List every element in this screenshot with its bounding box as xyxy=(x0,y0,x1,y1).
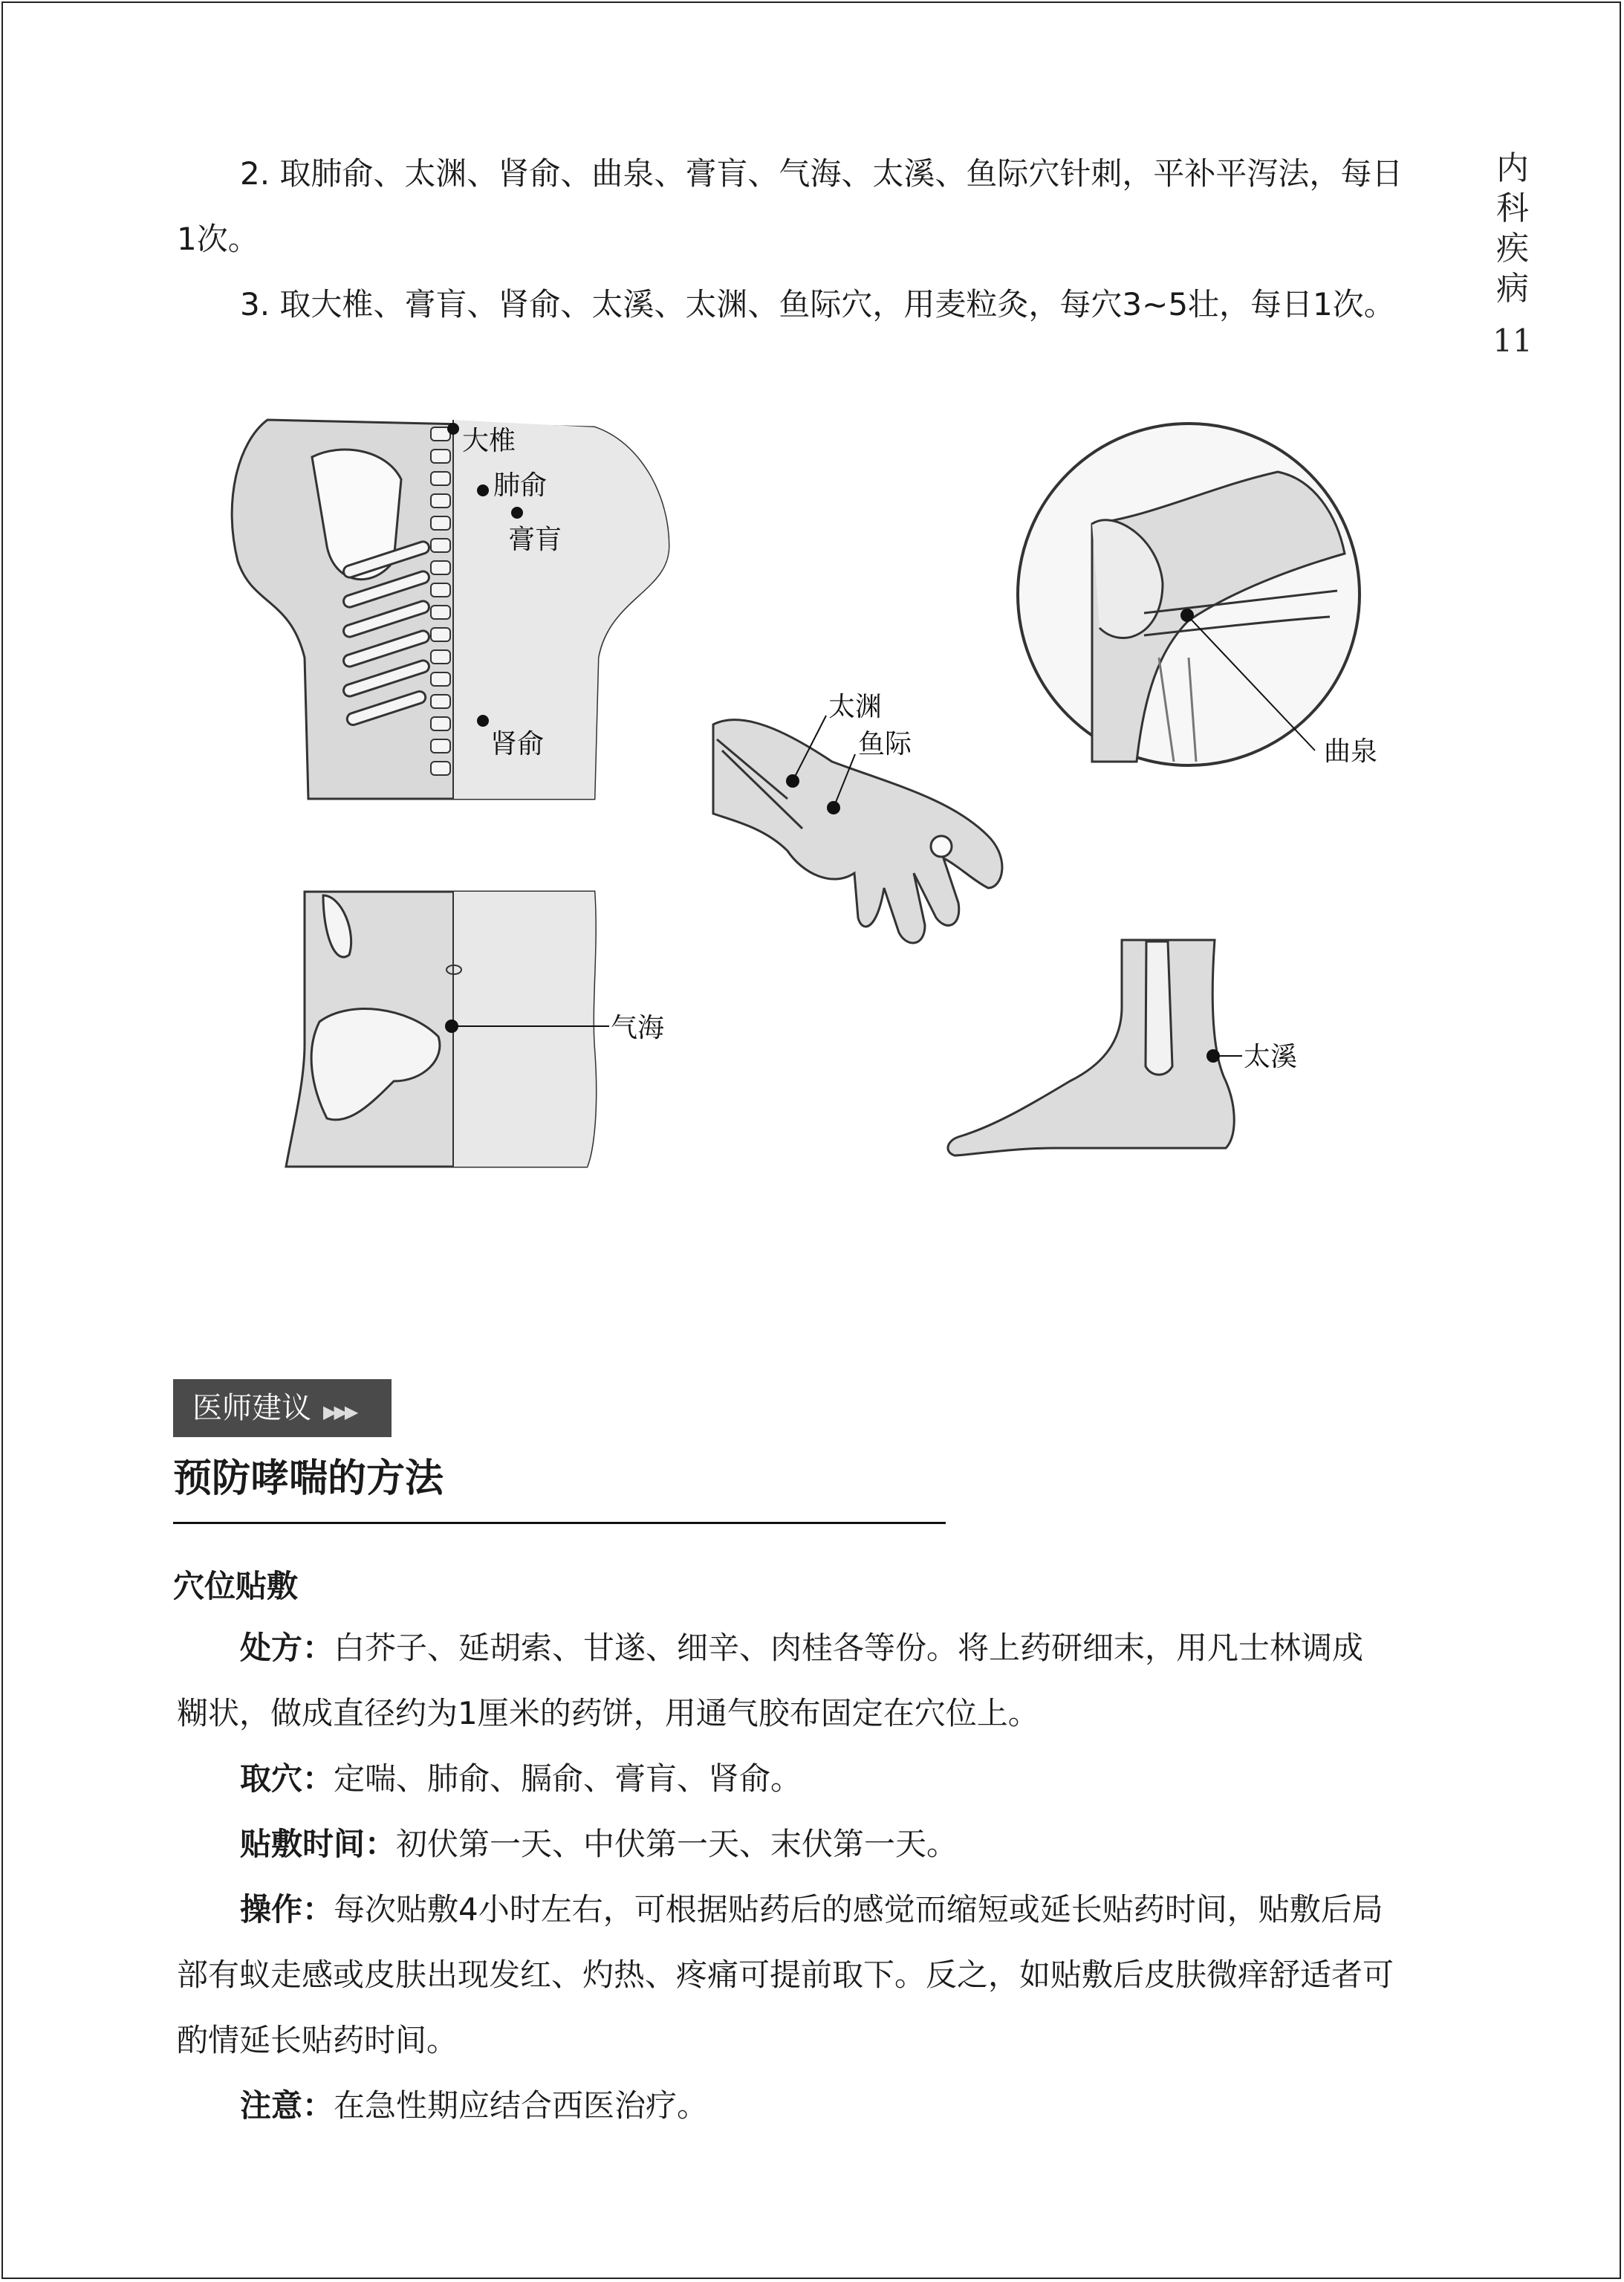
caution-text: 在急性期应结合西医治疗。 xyxy=(334,2087,709,2124)
operation-line2: 部有蚁走感或皮肤出现发红、灼热、疼痛可提前取下。反之，如贴敷后皮肤微痒舒适者可 xyxy=(177,1957,1394,1993)
caution-line xyxy=(240,2073,708,2139)
side-char: 科 xyxy=(1496,189,1529,227)
label-shenshu: 肾俞 xyxy=(490,729,545,759)
points-text: 定喘、肺俞、膈俞、膏肓、肾俞。 xyxy=(334,1760,802,1797)
prescription-line1 xyxy=(240,1615,1363,1681)
abdomen-figure xyxy=(286,892,609,1167)
side-char: 疾 xyxy=(1496,230,1529,268)
label-qihai: 气海 xyxy=(611,1013,665,1043)
operation-text: 每次贴敷4小时左右，可根据贴药后的感觉而缩短或延长贴药时间，贴敷后局 xyxy=(334,1891,1383,1928)
operation-line1 xyxy=(240,1877,1383,1942)
label-feishu: 肺俞 xyxy=(493,470,548,501)
title-underline xyxy=(173,1522,946,1524)
paragraph-2-line2: 1次。 xyxy=(177,221,259,257)
badge-label: 医师建议 xyxy=(192,1391,311,1425)
back-figure xyxy=(232,420,669,799)
prescription-lead: 处方： xyxy=(240,1630,334,1666)
acupoint-illustration xyxy=(223,412,1426,1170)
paragraph-2-line1: 2. 取肺俞、太渊、肾俞、曲泉、膏肓、气海、太溪、鱼际穴针刺，平补平泻法，每日 xyxy=(240,155,1403,192)
advice-badge xyxy=(173,1379,392,1437)
knee-figure xyxy=(1018,424,1360,765)
side-char: 内 xyxy=(1496,149,1529,187)
timing-lead: 贴敷时间： xyxy=(240,1826,397,1862)
prescription-text: 白芥子、延胡索、甘遂、细辛、肉桂各等份。将上药研细末，用凡士林调成 xyxy=(334,1630,1364,1666)
label-taixi: 太溪 xyxy=(1244,1042,1298,1072)
page-number: 11 xyxy=(1493,322,1533,359)
chapter-side-tab xyxy=(1492,149,1533,309)
side-char: 病 xyxy=(1496,270,1529,308)
label-dazhui: 大椎 xyxy=(462,426,516,456)
paragraph-3: 3. 取大椎、膏肓、肾俞、太溪、太渊、鱼际穴，用麦粒灸，每穴3~5壮，每日1次。 xyxy=(240,286,1395,322)
prescription-line2: 糊状，做成直径约为1厘米的药饼，用通气胶布固定在穴位上。 xyxy=(177,1695,1039,1731)
foot-figure xyxy=(948,940,1242,1155)
label-yuji: 鱼际 xyxy=(858,729,912,759)
points-lead: 取穴： xyxy=(240,1760,334,1797)
label-gaohuang: 膏肓 xyxy=(508,525,562,555)
timing-text: 初伏第一天、中伏第一天、末伏第一天。 xyxy=(396,1826,958,1862)
operation-line3: 酌情延长贴药时间。 xyxy=(177,2022,458,2058)
label-taiyuan: 太渊 xyxy=(828,692,883,722)
section-title: 预防哮喘的方法 xyxy=(173,1456,444,1501)
operation-lead: 操作： xyxy=(240,1891,334,1928)
subsection-title: 穴位贴敷 xyxy=(173,1568,299,1604)
timing-line xyxy=(240,1812,958,1877)
triple-arrow-icon: ▶▶▶ xyxy=(323,1401,356,1422)
caution-lead: 注意： xyxy=(240,2087,334,2124)
points-line xyxy=(240,1746,802,1812)
label-ququan: 曲泉 xyxy=(1324,736,1378,767)
